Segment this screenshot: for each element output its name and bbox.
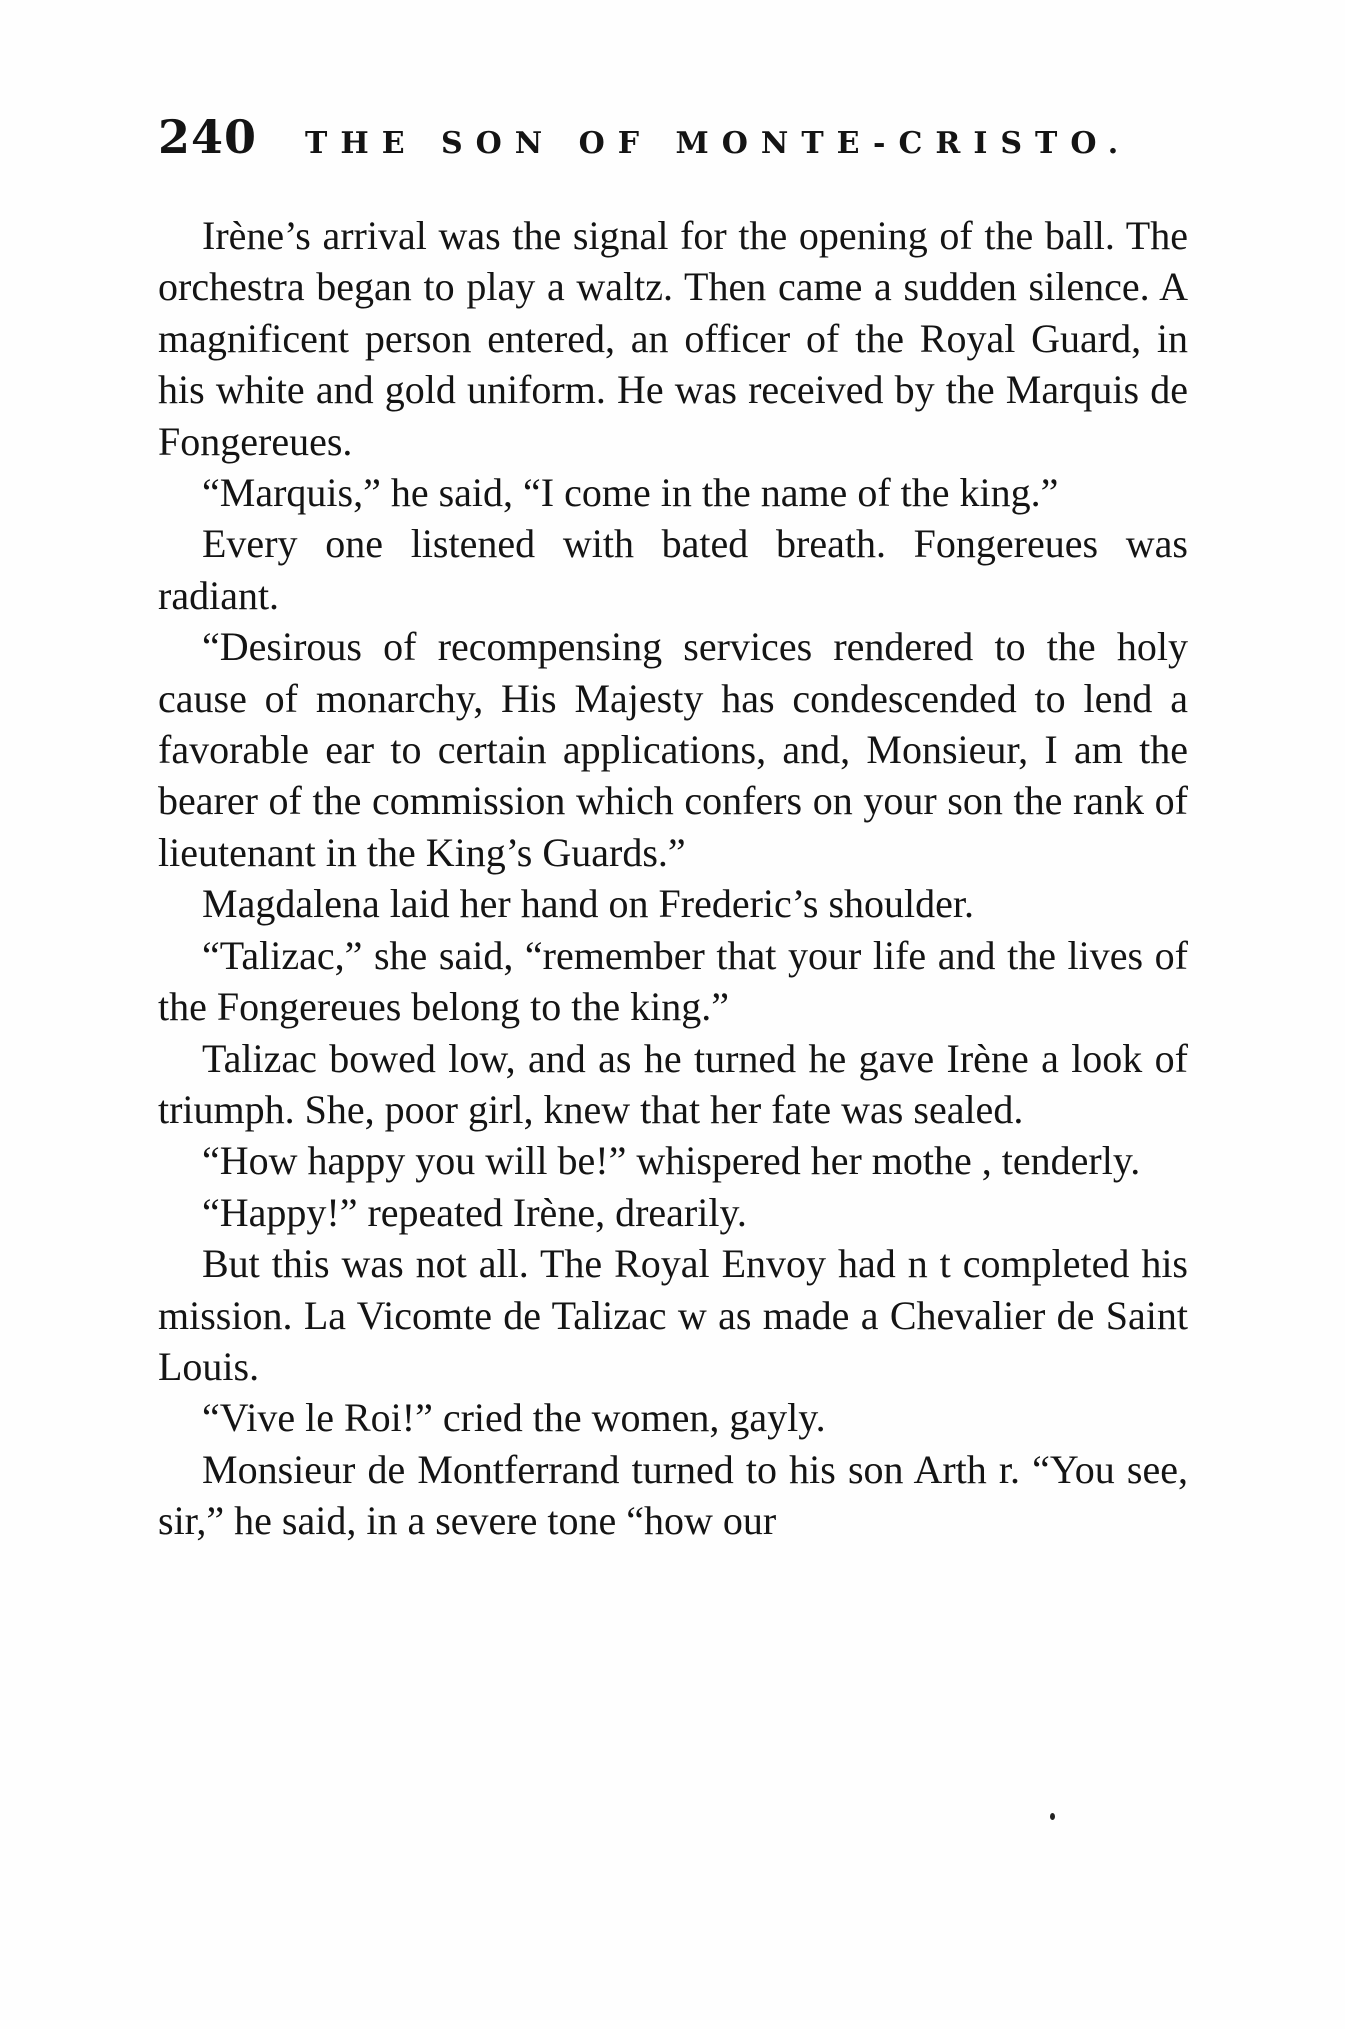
paragraph: “Happy!” repeated Irène, drearily. [202,1189,747,1235]
paragraph: “How happy you will be!” whispered her mothe , tenderly. [202,1138,1141,1184]
body-text [158,210,1188,1547]
ink-speck [1050,1813,1055,1820]
paragraph: Monsieur de Montferrand turned to his son Arth r. “You see, sir,” he said, in a severe tone “how our [158,1446,1188,1544]
page-number: 240 [158,110,258,164]
paragraph: Irène’s arrival was the signal for the opening of the ball. The orchestra began to play a waltz. Then came a sudden silence. A magnificent person entered, an officer of the Royal Guard, in his white and gold uniform. He was received by the Marquis de Fongereues. [158,213,1188,464]
running-title: THE SON OF MONTE-CRISTO. [305,126,1132,161]
paragraph: Talizac bowed low, and as he turned he gave Irène a look of triumph. She, poor girl, knew that her fate was sealed. [158,1035,1188,1132]
paragraph: “Vive le Roi!” cried the women, gayly. [202,1395,826,1441]
paragraph: But this was not all. The Royal Envoy had n t completed his mission. La Vicomte de Talizac w as made a Chevalier de Saint Louis. [158,1241,1188,1389]
page-header [158,110,1188,180]
paragraph: “Marquis,” he said, “I come in the name of the king.” [202,470,1059,516]
paragraph: Magdalena laid her hand on Frederic’s shoulder. [202,881,974,927]
paragraph: Every one listened with bated breath. Fongereues was radiant. [158,521,1188,618]
paragraph: “Desirous of recompensing services rendered to the holy cause of monarchy, His Majesty has condescended to lend a favorable ear to certain applications, and, Monsieur, I am the bearer of the commission which confers on your son the rank of lieutenant in the King’s Guards.” [158,624,1188,875]
paragraph: “Talizac,” she said, “remember that your life and the lives of the Fongereues belong to the king.” [158,932,1188,1030]
